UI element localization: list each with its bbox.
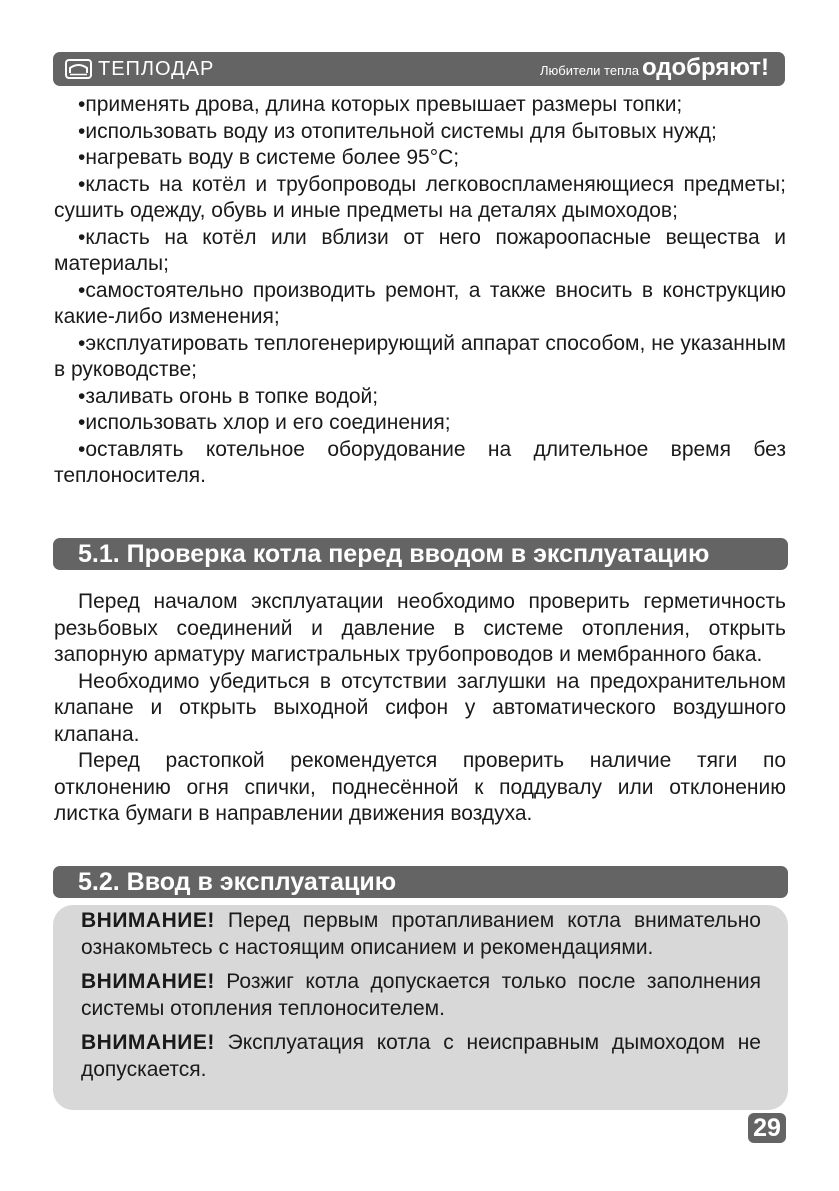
list-item: •класть на котёл или вблизи от него пожароопасные вещества и материалы; xyxy=(54,225,786,275)
warning-item xyxy=(81,1030,761,1083)
list-item: •нагревать воду в системе более 95°С; xyxy=(78,146,460,169)
warning-label: ВНИМАНИЕ! xyxy=(81,1031,215,1054)
brand-logo xyxy=(65,57,214,81)
slogan-main: одобряют! xyxy=(641,54,769,81)
paragraph: Перед растопкой рекомендуется проверить наличие тяги по отклонению огня спички, поднесённой к поддувалу или отклонению листка бумаги в направлении движения воздуха. xyxy=(54,749,786,825)
warning-item xyxy=(81,969,761,1022)
page-number: 29 xyxy=(748,1113,786,1143)
list-item: •оставлять котельное оборудование на длительное время без теплоносителя. xyxy=(54,437,786,487)
header-bar xyxy=(53,52,785,86)
warning-list xyxy=(81,908,761,1091)
warning-label: ВНИМАНИЕ! xyxy=(81,970,215,993)
paragraph: Необходимо убедиться в отсутствии заглушки на предохранительном клапане и открыть выходной сифон у автоматического воздушного клапана. xyxy=(54,669,786,746)
logo-icon xyxy=(65,59,92,79)
list-item: •использовать хлор и его соединения; xyxy=(78,411,451,434)
prohibition-list xyxy=(54,92,786,490)
warning-text: Перед первым протапливанием котла внимательно ознакомьтесь с настоящим описанием и рекомендациями. xyxy=(81,909,761,959)
list-item: •использовать воду из отопительной системы для бытовых нужд; xyxy=(78,119,717,143)
list-item: •эксплуатировать теплогенерирующий аппарат способом, не указанным в руководстве; xyxy=(54,331,786,381)
warning-text: Розжиг котла допускается только после заполнения системы отопления теплоносителем. xyxy=(81,970,761,1020)
warning-label: ВНИМАНИЕ! xyxy=(81,909,215,932)
warning-box xyxy=(53,905,788,1110)
brand-name: ТЕПЛОДАР xyxy=(98,58,215,80)
warning-text: Эксплуатация котла с неисправным дымоходом не допускается. xyxy=(81,1031,761,1081)
section-5-1-title: 5.1. Проверка котла перед вводом в эксплуатацию xyxy=(53,538,788,570)
section-5-1-body xyxy=(54,589,786,828)
slogan-prefix: Любители тепла xyxy=(539,63,639,78)
section-5-2-title: 5.2. Ввод в эксплуатацию xyxy=(53,866,788,898)
list-item: •применять дрова, длина которых превышает размеры топки; xyxy=(78,93,683,116)
list-item: •класть на котёл и трубопроводы легковоспламеняющиеся предметы; сушить одежду, обувь и иные предметы на деталях дымоходов; xyxy=(54,172,786,222)
warning-item xyxy=(81,908,761,961)
slogan xyxy=(540,54,769,84)
list-item: •заливать огонь в топке водой; xyxy=(78,384,379,408)
list-item: •самостоятельно производить ремонт, а также вносить в конструкцию какие-либо изменения; xyxy=(54,278,786,328)
paragraph: Перед началом эксплуатации необходимо проверить герметичность резьбовых соединений и давление в системе отопления, открыть запорную арматуру магистральных трубопроводов и мембранного бака. xyxy=(54,590,786,666)
